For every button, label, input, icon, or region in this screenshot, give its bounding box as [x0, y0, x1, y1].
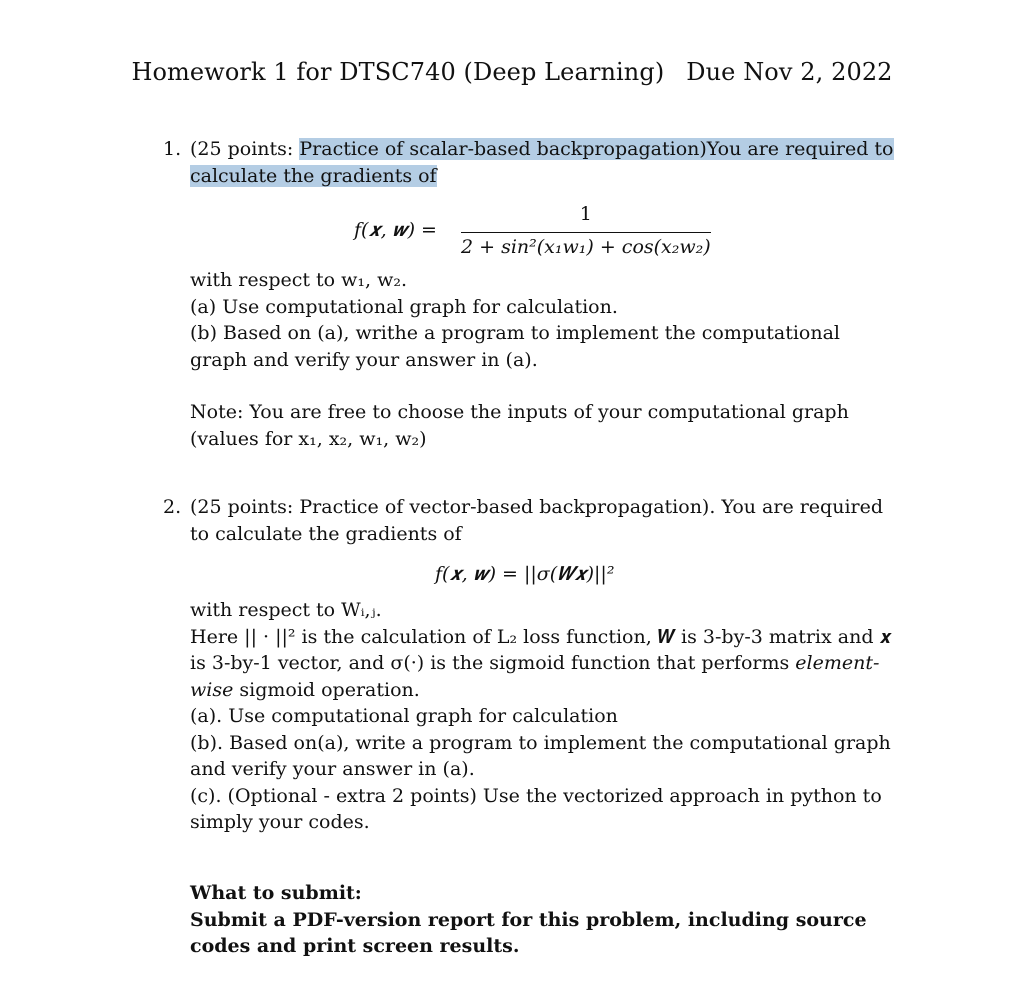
equation-1-numerator: 1: [461, 201, 711, 233]
title-text: Homework 1 for DTSC740 (Deep Learning): [131, 58, 665, 86]
equation-2: f(𝒙, 𝒘) = ||σ(𝑾𝒙)||²: [435, 563, 615, 585]
question-1-equation: [190, 201, 895, 267]
submit-heading: What to submit:: [190, 882, 362, 904]
question-1-part-b: (b) Based on (a), writhe a program to implement the computational graph and verify your answer in (a).: [190, 322, 840, 371]
question-1-highlighted-text[interactable]: Practice of scalar-based backpropagation)You are required to calculate the gradients of: [190, 138, 894, 187]
equation-1-denominator: 2 + sin²(x₁w₁) + cos(x₂w₂): [461, 235, 711, 258]
question-1-with-respect: with respect to w₁, w₂.: [190, 269, 408, 291]
question-2: [163, 494, 895, 836]
question-2-part-a: (a). Use computational graph for calculation: [190, 705, 618, 727]
question-2-part-b: (b). Based on(a), write a program to implement the computational graph and verify your answer in (a).: [190, 731, 891, 780]
question-1-number: 1.: [163, 138, 182, 160]
question-2-number: 2.: [163, 496, 182, 518]
question-1-note: Note: You are free to choose the inputs of your computational graph (values for x₁, x₂, w₁, w₂): [190, 401, 849, 450]
question-2-part-c: (c). (Optional - extra 2 points) Use the vectorized approach in python to simply your codes.: [190, 784, 882, 833]
question-1: [163, 136, 895, 452]
question-2-intro: (25 points: Practice of vector-based backpropagation). You are required to calculate the gradients of: [190, 496, 884, 545]
question-1-part-a: (a) Use computational graph for calculation.: [190, 295, 618, 318]
question-1-points: (25 points:: [190, 138, 300, 160]
question-2-equation: [190, 555, 895, 597]
submit-text: Submit a PDF-version report for this problem, including source codes and print screen results.: [190, 908, 867, 957]
question-2-element-wise: element-wise: [190, 652, 880, 701]
equation-1-lhs: f(𝒙, 𝒘) =: [354, 219, 437, 241]
due-date: Due Nov 2, 2022: [686, 58, 893, 86]
question-2-here-text: Here || · ||² is the calculation of L₂ loss function, 𝑾 is 3-by-3 matrix and 𝒙 is 3-by-1 vector, and σ(·) is the sigmoid function that performs: [190, 625, 892, 674]
question-2-with-respect: with respect to Wᵢ,ⱼ.: [190, 599, 382, 621]
submit-section: [163, 880, 895, 960]
page-title: [0, 58, 1024, 86]
question-2-sigmoid-op: sigmoid operation.: [233, 678, 420, 701]
equation-1-fraction: [461, 201, 711, 260]
